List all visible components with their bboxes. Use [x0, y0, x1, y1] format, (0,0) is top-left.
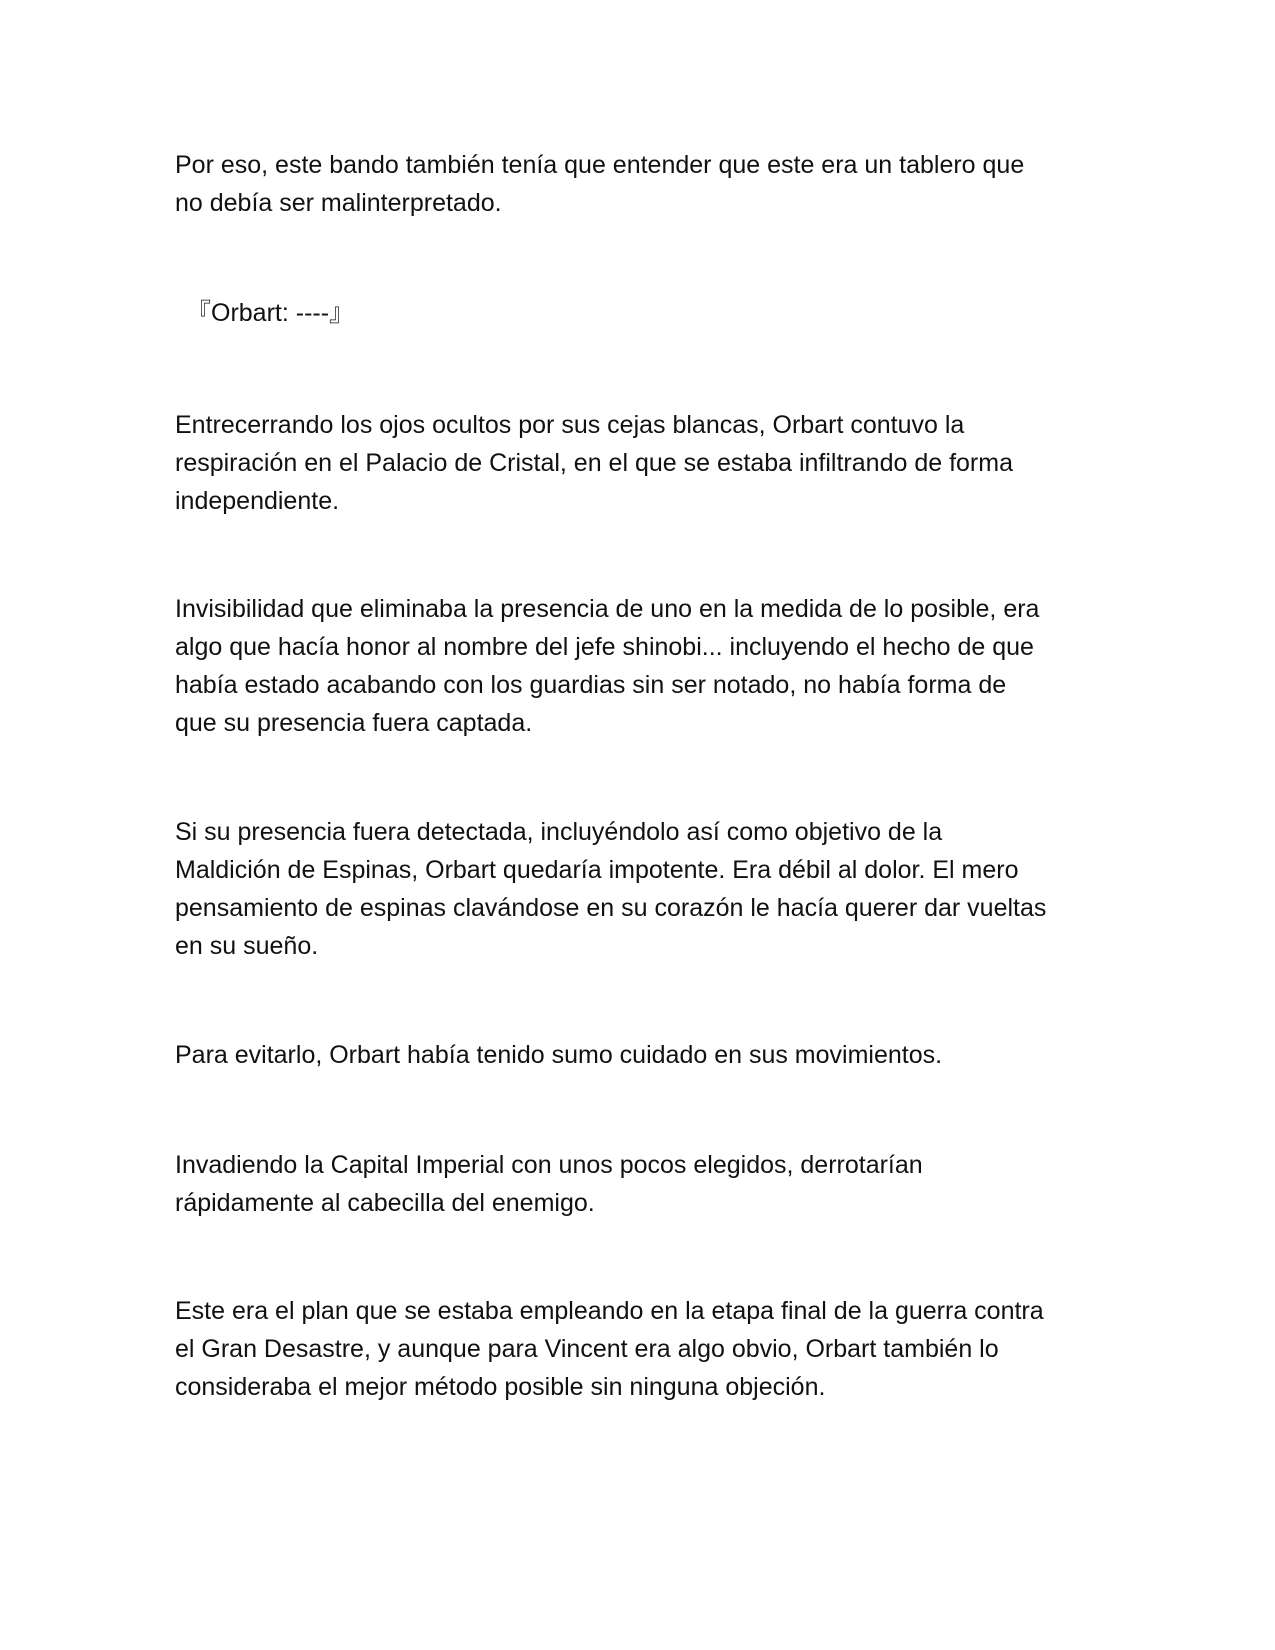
paragraph-cuidado: Para evitarlo, Orbart había tenido sumo cuidado en sus movimientos.	[175, 1041, 943, 1069]
paragraph-invisibilidad: Invisibilidad que eliminaba la presencia de uno en la medida de lo posible, era algo que hacía honor al nombre del jefe shinobi... incluyendo el hecho de que había estado acabando con los guardias sin ser notado, no había forma de que su presencia fuera captada.	[175, 595, 1040, 737]
paragraph-palacio-cristal: Entrecerrando los ojos ocultos por sus cejas blancas, Orbart contuvo la respiración en el Palacio de Cristal, en el que se estaba infiltrando de forma independiente.	[175, 411, 1013, 515]
dialogue-orbart: 『Orbart: ----』	[186, 299, 355, 327]
paragraph-plan-final: Este era el plan que se estaba empleando en la etapa final de la guerra contra el Gran Desastre, y aunque para Vincent era algo obvio, Orbart también lo consideraba el mejor método posible sin ninguna objeción.	[175, 1297, 1044, 1401]
paragraph-tablero: Por eso, este bando también tenía que entender que este era un tablero que no debía ser malinterpretado.	[175, 151, 1025, 217]
paragraph-capital-imperial: Invadiendo la Capital Imperial con unos pocos elegidos, derrotarían rápidamente al cabecilla del enemigo.	[175, 1151, 923, 1217]
paragraph-maldicion-espinas: Si su presencia fuera detectada, incluyéndolo así como objetivo de la Maldición de Espinas, Orbart quedaría impotente. Era débil al dolor. El mero pensamiento de espinas clavándose en su corazón le hacía querer dar vueltas en su sueño.	[175, 818, 1047, 960]
